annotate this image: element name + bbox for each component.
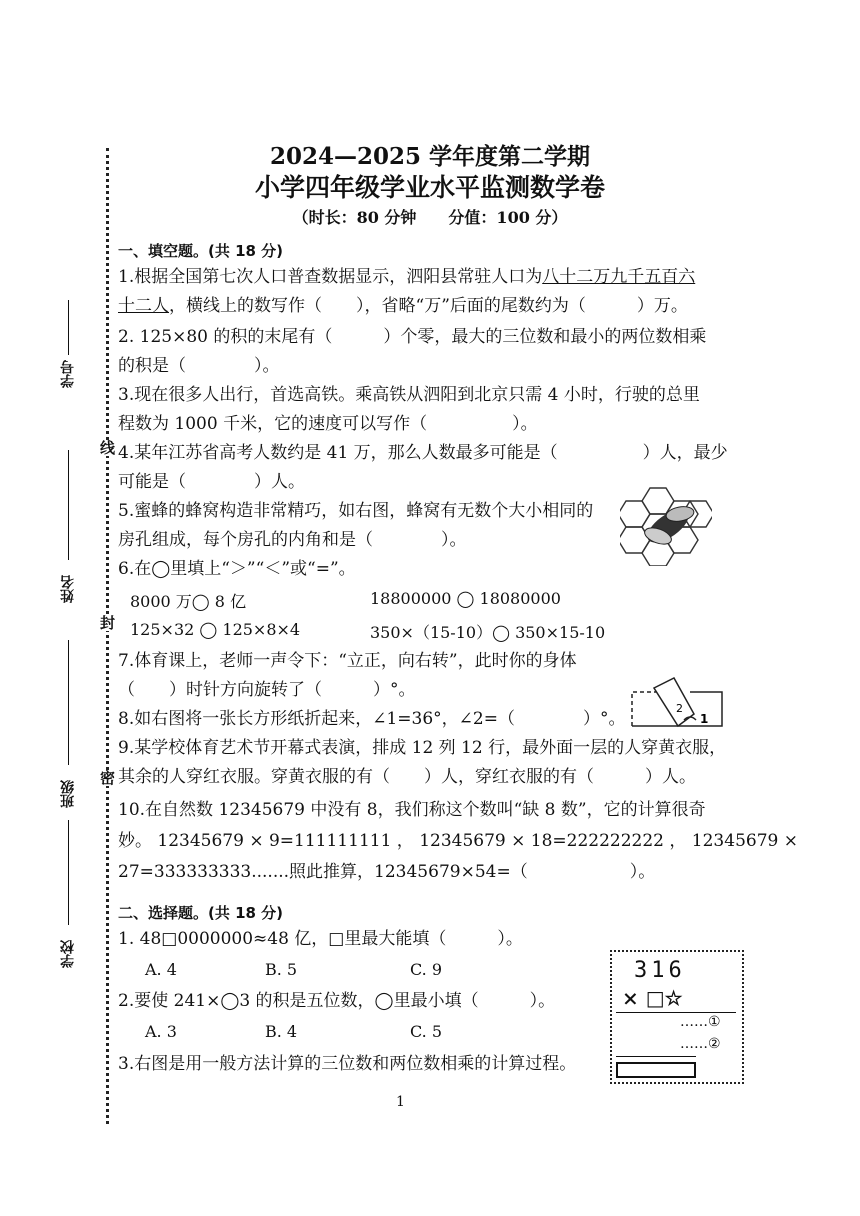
field-school[interactable] — [56, 820, 80, 980]
vertical-multiplication-box — [610, 950, 744, 1084]
binding-mark-feng: 封 — [100, 614, 116, 632]
field-student-id-line[interactable] — [68, 300, 69, 355]
q8-line: 8.如右图将一张长方形纸折起来，∠1=36°，∠2=（ ）°。 — [118, 709, 626, 729]
section-choice-heading: 二、选择题。(共 18 分) — [118, 904, 284, 922]
q10-line1: 10.在自然数 12345679 中没有 8，我们称这个数叫“缺 8 数”，它的计算很奇 — [118, 800, 706, 820]
calc-multiplier: × □☆ — [622, 986, 683, 1010]
q10-line2: 妙。 12345679 × 9=111111111 ， 12345679 × 18=222222222 ， 12345679 × — [118, 831, 798, 851]
binding-mark-xian: 线 — [100, 439, 116, 457]
field-student-id[interactable] — [56, 300, 80, 440]
choice-q3: 3.右图是用一般方法计算的三位数和两位数相乘的计算过程。 — [118, 1054, 577, 1074]
q1-line1 — [118, 266, 695, 288]
q9-line1: 9.某学校体育艺术节开幕式表演，排成 12 列 12 行，最外面一层的人穿黄衣服， — [118, 738, 727, 758]
choice-q2: 2.要使 241×◯3 的积是五位数，◯里最小填（ ）。 — [118, 991, 556, 1011]
field-school-line[interactable] — [68, 820, 69, 925]
choice-q1-option-a[interactable]: A. 4 — [145, 960, 177, 979]
q3-line2: 程数为 1000 千米，它的速度可以写作（ ）。 — [118, 414, 538, 434]
calc-partial-2: ……② — [680, 1036, 721, 1052]
q2-line2: 的积是（ ）。 — [118, 356, 280, 376]
folded-paper-diagram — [630, 676, 726, 736]
q6-compare-b: 18800000 ◯ 18080000 — [370, 589, 561, 608]
q4-line1: 4.某年江苏省高考人数约是 41 万，那么人数最多可能是（ ）人，最少 — [118, 443, 728, 463]
q10-line3: 27=333333333.......照此推算，12345679×54=（ ）。 — [118, 862, 656, 882]
q1-underlined: 八十二万九千五百六 — [542, 267, 696, 287]
q6-compare-a: 8000 万◯ 8 亿 — [130, 592, 247, 611]
choice-q1: 1. 48□0000000≈48 亿，□里最大能填（ ）。 — [118, 929, 523, 949]
field-school-label: 学校 — [60, 940, 76, 968]
exam-meta: （时长：80 分钟 分值：100 分） — [292, 208, 568, 227]
choice-q2-option-a[interactable]: A. 3 — [145, 1022, 177, 1041]
q1-text-end: ，横线上的数写作（ ），省略“万”后面的尾数约为（ ）万。 — [169, 296, 688, 316]
q7-line1: 7.体育课上，老师一声令下：“立正，向右转”，此时你的身体 — [118, 651, 577, 671]
q6-compare-d: 350×（15-10）◯ 350×15-10 — [370, 623, 606, 642]
page-number: 1 — [396, 1094, 405, 1110]
field-class-label: 班级 — [60, 780, 76, 808]
calc-answer-box[interactable] — [616, 1062, 696, 1078]
field-name[interactable] — [56, 450, 80, 610]
exam-term-title: 2024—2025 学年度第二学期 — [269, 143, 591, 170]
binding-mark-mi: 密 — [100, 769, 116, 787]
field-student-id-label: 学号 — [60, 360, 76, 388]
q1-line2 — [118, 295, 688, 317]
calc-partial-1: ……① — [680, 1014, 721, 1030]
q5-line1: 5.蜜蜂的蜂窝构造非常精巧，如右图，蜂窝有无数个大小相同的 — [118, 501, 594, 521]
calc-rule-top — [616, 1012, 736, 1013]
choice-q1-option-c[interactable]: C. 9 — [410, 960, 443, 979]
choice-q1-option-b[interactable]: B. 5 — [265, 960, 298, 979]
field-name-label: 姓名 — [60, 575, 76, 603]
angle-2-label: 2 — [676, 702, 683, 715]
choice-q2-option-c[interactable]: C. 5 — [410, 1022, 443, 1041]
q6-compare-c: 125×32 ◯ 125×8×4 — [130, 620, 301, 639]
section-fill-heading: 一、填空题。(共 18 分) — [118, 242, 284, 260]
q9-line2: 其余的人穿红衣服。穿黄衣服的有（ ）人，穿红衣服的有（ ）人。 — [118, 767, 696, 787]
honeycomb-bee-image — [620, 484, 712, 570]
q5-line2: 房孔组成，每个房孔的内角和是（ ）。 — [118, 530, 467, 550]
calc-rule-bottom — [616, 1056, 696, 1057]
q7-line2: （ ）时针方向旋转了（ ）°。 — [118, 680, 416, 700]
binding-dotted-line — [106, 148, 109, 1124]
field-class-line[interactable] — [68, 640, 69, 765]
choice-q2-option-b[interactable]: B. 4 — [265, 1022, 298, 1041]
field-name-line[interactable] — [68, 450, 69, 560]
q6-instruction: 6.在◯里填上“＞”“＜”或“=”。 — [118, 559, 356, 579]
calc-multiplicand: 316 — [634, 958, 686, 983]
q3-line1: 3.现在很多人出行，首选高铁。乘高铁从泗阳到北京只需 4 小时，行驶的总里 — [118, 385, 700, 405]
q4-line2: 可能是（ ）人。 — [118, 472, 305, 492]
q2-line1: 2. 125×80 的积的末尾有（ ）个零，最大的三位数和最小的两位数相乘 — [118, 327, 707, 347]
q1-underlined-end: 十二人 — [118, 296, 169, 316]
q1-text: 1.根据全国第七次人口普查数据显示，泗阳县常驻人口为 — [118, 267, 543, 287]
exam-title: 小学四年级学业水平监测数学卷 — [254, 173, 605, 202]
field-class[interactable] — [56, 640, 80, 820]
angle-1-label: 1 — [700, 712, 709, 726]
